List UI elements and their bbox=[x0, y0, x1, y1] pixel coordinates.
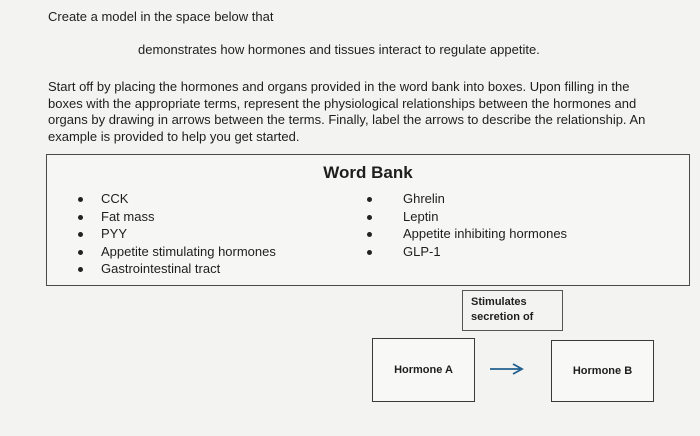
list-item: Appetite inhibiting hormones bbox=[367, 225, 567, 243]
word-bank-box bbox=[46, 154, 690, 286]
instruction-paragraph: Start off by placing the hormones and organs provided in the word bank into boxes. Upon filling in the boxes with the appropriate terms, represent the physiological relationships between the hormones and organs by drawing in arrows between the terms. Finally, label the arrows to describe the relationship. An example is provided to help you get started. bbox=[48, 79, 646, 144]
instruction-line-2: demonstrates how hormones and tissues interact to regulate appetite. bbox=[138, 42, 540, 57]
list-item: Leptin bbox=[367, 208, 567, 226]
list-item: Appetite stimulating hormones bbox=[71, 243, 276, 261]
list-item: GLP-1 bbox=[367, 243, 567, 261]
right-arrow-icon bbox=[489, 362, 525, 376]
hormone-a-box bbox=[372, 338, 475, 402]
list-item: Gastrointestinal tract bbox=[71, 260, 276, 278]
bullet-icon bbox=[367, 197, 372, 202]
word-bank-left-list bbox=[71, 190, 276, 278]
list-item: Ghrelin bbox=[367, 190, 567, 208]
instruction-line-1: Create a model in the space below that bbox=[48, 9, 274, 24]
bullet-icon bbox=[367, 250, 372, 255]
bullet-icon bbox=[78, 250, 83, 255]
hormone-b-label: Hormone B bbox=[572, 365, 633, 377]
word-bank-right-list bbox=[367, 190, 567, 260]
hormone-a-label: Hormone A bbox=[394, 364, 453, 376]
bullet-icon bbox=[78, 267, 83, 272]
list-item: CCK bbox=[71, 190, 276, 208]
bullet-icon bbox=[367, 232, 372, 237]
list-item: PYY bbox=[71, 225, 276, 243]
arrow-label-box bbox=[462, 290, 563, 331]
arrow-label-line-2: secretion of bbox=[471, 311, 534, 323]
bullet-icon bbox=[367, 215, 372, 220]
bullet-icon bbox=[78, 215, 83, 220]
word-bank-title: Word Bank bbox=[323, 163, 413, 182]
bullet-icon bbox=[78, 232, 83, 237]
arrow-label-line-1: Stimulates bbox=[471, 296, 527, 308]
list-item: Fat mass bbox=[71, 208, 276, 226]
hormone-b-box bbox=[551, 340, 654, 402]
bullet-icon bbox=[78, 197, 83, 202]
